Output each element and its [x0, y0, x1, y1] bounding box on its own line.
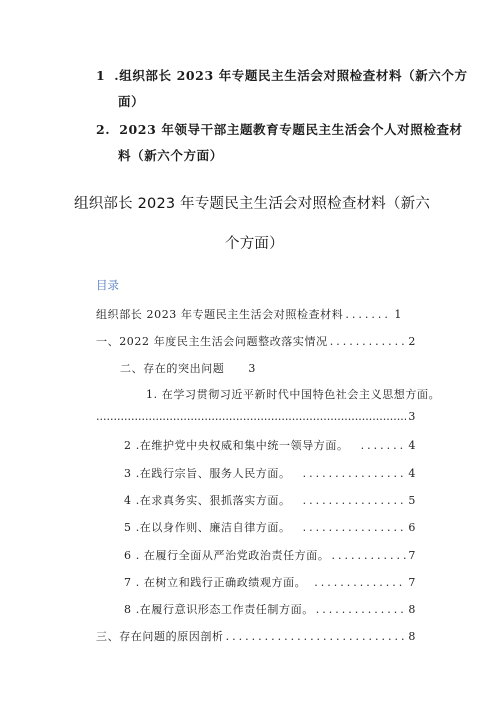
doc-title-line-2: 个方面）: [225, 236, 284, 252]
toc-entry[interactable]: [124, 437, 416, 453]
toc-entry-page: 2: [408, 335, 416, 348]
toc-heading: 目录: [96, 278, 119, 292]
toc-entry-text: 6 . 在履行全面从严治党政治责任方面。: [124, 549, 330, 562]
toc-entry[interactable]: [124, 465, 416, 481]
toc-entry[interactable]: [146, 386, 440, 402]
doc-title-line-1: 组织部长 2023 年专题民主生活会对照检查材料（新六: [74, 196, 431, 212]
toc-leader: [361, 439, 407, 452]
toc-entry-text: 1. 在学习贯彻习近平新时代中国特色社会主义思想方面。: [146, 388, 441, 401]
intro-item-1-continuation: 面）: [118, 94, 145, 109]
toc-leader: [316, 603, 407, 616]
toc-leader: [332, 549, 407, 562]
toc-entry-text: 组织部长 2023 年专题民主生活会对照检查材料: [96, 308, 344, 321]
toc-entry-page: 1: [394, 308, 402, 321]
toc-leader: [226, 630, 407, 643]
toc-entry[interactable]: [120, 360, 256, 376]
toc-entry-text: 3 .在践行宗旨、服务人民方面。: [124, 467, 291, 480]
toc-leader: [330, 335, 407, 348]
intro-item-2: [96, 120, 463, 138]
toc-entry[interactable]: [124, 492, 416, 508]
toc-leader: [303, 494, 407, 507]
toc-entry-text: 2 .在维护党中央权威和集中统一领导方面。: [124, 439, 349, 452]
toc-entry-text: 5 .在以身作则、廉洁自律方面。: [124, 521, 291, 534]
toc-entry-text: 一、2022 年度民主生活会问题整改落实情况: [96, 335, 328, 348]
toc-leader: [96, 410, 406, 423]
toc-entry-text: 7 . 在树立和践行正确政绩观方面。: [124, 576, 307, 589]
toc-entry-text: 4 .在求真务实、狠抓落实方面。: [124, 494, 291, 507]
toc-entry-page: 7: [408, 576, 416, 589]
toc-entry-page: 3: [248, 362, 257, 375]
toc-entry[interactable]: [124, 547, 416, 563]
toc-entry-page: 5: [408, 494, 416, 507]
toc-entry-page: 4: [408, 467, 416, 480]
toc-entry[interactable]: [96, 628, 416, 644]
toc-entry-page: 7: [408, 549, 416, 562]
toc-entry[interactable]: [96, 306, 402, 322]
toc-entry[interactable]: [124, 519, 416, 535]
toc-entry[interactable]: [124, 574, 416, 590]
intro-item-1: [96, 66, 468, 84]
toc-leader: [303, 521, 407, 534]
toc-entry-continuation[interactable]: [96, 410, 416, 423]
toc-leader: [303, 467, 407, 480]
toc-entry-page: 3: [408, 410, 416, 423]
toc-entry-text: 三、存在问题的原因剖析: [96, 630, 224, 643]
intro-item-2-continuation: 料（新六个方面）: [118, 148, 223, 163]
intro-item-1-number: 1: [96, 68, 106, 83]
toc-entry-page: 8: [408, 603, 416, 616]
toc-entry-text: 二、存在的突出问题: [120, 362, 225, 375]
toc-leader: [314, 576, 406, 589]
toc-entry[interactable]: [96, 333, 416, 349]
intro-item-2-number: 2.: [96, 122, 111, 137]
toc-leader: [345, 308, 392, 321]
toc-entry-text: 8 .在履行意识形态工作责任制方面。: [124, 603, 314, 616]
toc-entry-page: 4: [408, 439, 416, 452]
toc-entry-page: 8: [408, 630, 416, 643]
toc-entry[interactable]: [124, 601, 416, 617]
intro-item-1-text: .组织部长 2023 年专题民主生活会对照检查材料（新六个方: [114, 68, 468, 83]
toc-entry-page: 6: [408, 521, 416, 534]
intro-item-2-text: 2023 年领导干部主题教育专题民主生活会个人对照检查材: [119, 122, 463, 137]
